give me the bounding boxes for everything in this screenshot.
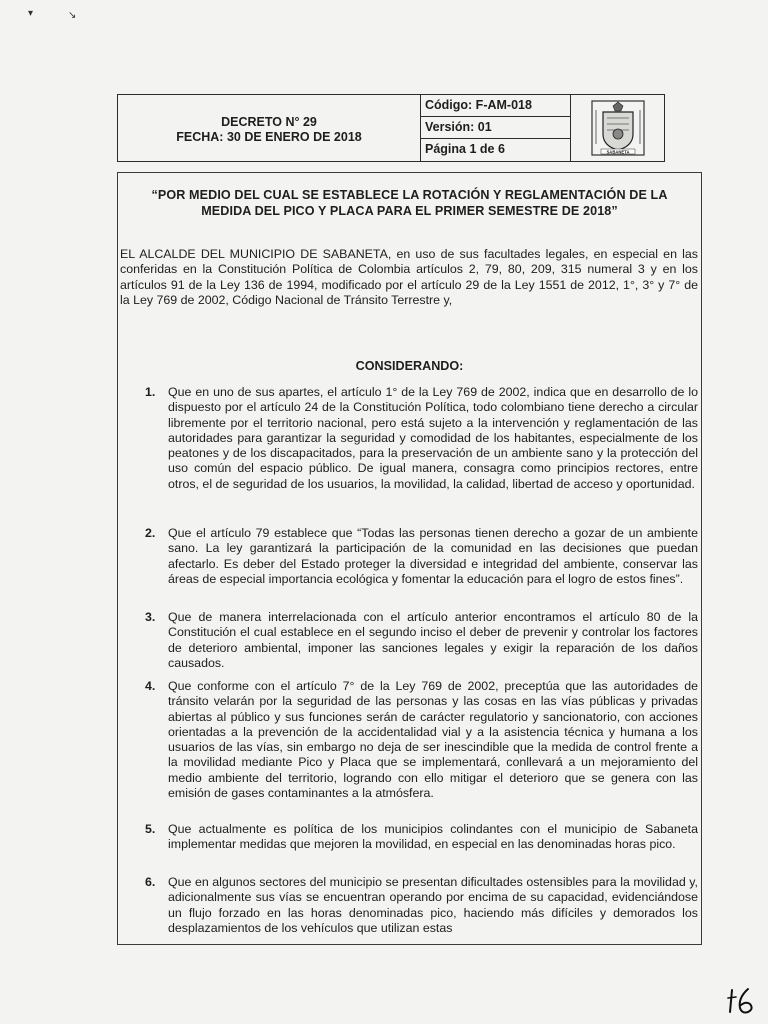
- decree-title-line-2: MEDIDA DEL PICO Y PLACA PARA EL PRIMER SEMESTRE DE 2018”: [201, 204, 618, 218]
- item-number: 2.: [145, 526, 156, 540]
- document-header: [117, 94, 665, 162]
- item-number: 4.: [145, 679, 156, 693]
- item-number: 1.: [145, 385, 156, 399]
- decree-title: [118, 187, 701, 219]
- scan-mark: ▾: [28, 8, 34, 19]
- logo-text: SABANETA: [606, 149, 629, 155]
- item-number: 6.: [145, 875, 156, 889]
- item-text: Que actualmente es política de los municipios colindantes con el municipio de Sabaneta implementar medidas que mejoren la movilidad, en especial en las denominadas horas pico.: [168, 822, 698, 852]
- item-number: 5.: [145, 822, 156, 836]
- document-control: [421, 95, 571, 161]
- handwritten-page-number: [726, 986, 762, 1021]
- document-page: Página 1 de 6: [425, 142, 505, 156]
- item-text: Que de manera interrelacionada con el artículo anterior encontramos el artículo 80 de la Constitución el cual establece en el segundo inciso el deber de prevenir y controlar los factores de deterioro ambiental, imponer las sanciones legales y exigir la reparación de los daños causados.: [168, 610, 698, 670]
- document-version: Versión: 01: [421, 117, 570, 139]
- intro-paragraph: EL ALCALDE DEL MUNICIPIO DE SABANETA, en uso de sus facultades legales, en especial en las conferidas en la Constitución Política de Colombia artículos 2, 79, 80, 209, 315 numeral 3 y en los artículos 91 de la Ley 136 de 1994, modificado por el artículo 29 de la Ley 1551 de 2012, 1°, 3° y 7° de la Ley 769 de 2002, Código Nacional de Tránsito Terrestre y,: [120, 247, 698, 307]
- item-text: Que conforme con el artículo 7° de la Ley 769 de 2002, preceptúa que las autoridades de tránsito velarán por la seguridad de las personas y las cosas en las vías públicas y privadas abiertas al público y sus funciones serán de carácter regulatorio y sancionatorio, con acciones orientadas a la prevención de la accidentalidad vial y a la asistencia técnica y humana a los usuarios de las vías, sin embargo no deja de ser inescindible que la medida de control frente a la movilidad mediante Pico y Placa que se implementará, conllevará a un mejoramiento del medio ambiente del territorio, logrando con ello mitigar el deterioro que se genera con las emisión de gases contaminantes a la atmósfera.: [168, 679, 698, 801]
- sabaneta-logo: [571, 95, 664, 161]
- item-text: Que el artículo 79 establece que “Todas las personas tienen derecho a gozar de un ambiente sano. La ley garantizará la participación de la comunidad en las decisiones que puedan afectarlo. Es deber del Estado proteger la diversidad e integridad del ambiente, conservar las áreas de especial importancia ecológica y fomentar la educación para el logro de estos fines”.: [168, 526, 698, 586]
- document-code: Código: F-AM-018: [421, 95, 570, 117]
- item-text: Que en uno de sus apartes, el artículo 1° de la Ley 769 de 2002, indica que en desarrollo de lo dispuesto por el artículo 24 de la Constitución Política, todo colombiano tiene derecho a circular libremente por el territorio nacional, pero está sujeto a la intervención y reglamentación de las autoridades para garantizar la seguridad y comodidad de los habitantes, especialmente de los peatones y de los discapacitados, para la preservación de un ambiente sano y la protección del uso común del espacio público. De igual manera, consagra como principios rectores, entre otros, el de seguridad de los usuarios, la movilidad, la calidad, libertad de acceso y oportunidad.: [168, 385, 698, 491]
- scan-mark: ↘: [68, 10, 77, 21]
- decree-number: DECRETO N° 29: [221, 115, 317, 129]
- item-text: Que en algunos sectores del municipio se presentan dificultades ostensibles para la movilidad y, adicionalmente sus vías se encuentran operando por encima de su capacidad, evidenciándose un flujo forzado en las horas denominadas pico, haciendo más difíciles y demorados los desplazamientos de los vehículos que utilizan estas: [168, 875, 698, 935]
- decree-title-line-1: “POR MEDIO DEL CUAL SE ESTABLECE LA ROTACIÓN Y REGLAMENTACIÓN DE LA: [151, 188, 668, 202]
- document-body: [117, 172, 702, 945]
- section-heading: CONSIDERANDO:: [355, 359, 464, 373]
- decree-date: FECHA: 30 DE ENERO DE 2018: [176, 130, 362, 144]
- coat-of-arms-icon: [591, 100, 645, 156]
- item-number: 3.: [145, 610, 156, 624]
- decree-info: [118, 95, 421, 161]
